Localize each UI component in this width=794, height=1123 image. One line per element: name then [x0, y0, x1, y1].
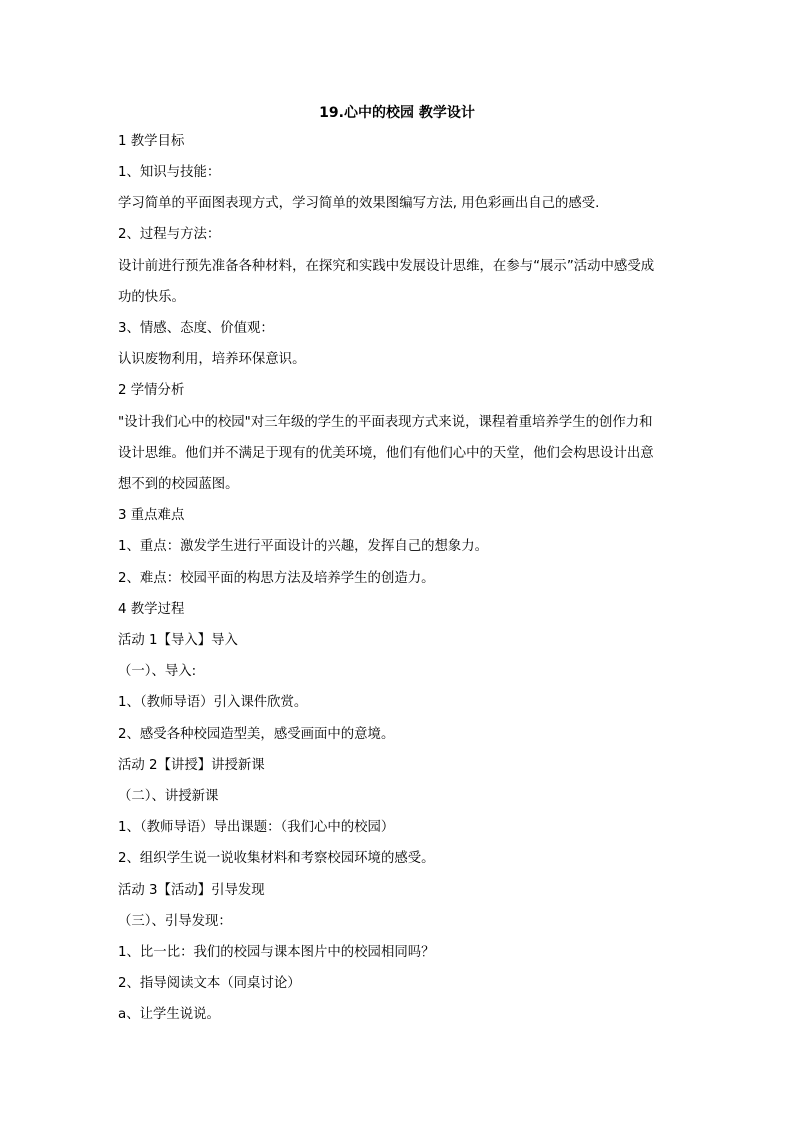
- activity-heading: 活动 1【导入】导入: [118, 633, 238, 648]
- paragraph-line: 2、感受各种校园造型美，感受画面中的意境。: [118, 727, 395, 742]
- paragraph-line: 2、指导阅读文本（同桌讨论）: [118, 976, 301, 991]
- activity-heading: 活动 2【讲授】讲授新课: [118, 758, 265, 773]
- activity-heading: 活动 3【活动】引导发现: [118, 883, 265, 898]
- paragraph-line: a、让学生说说。: [118, 1007, 220, 1022]
- paragraph-line: 2、组织学生说一说收集材料和考察校园环境的感受。: [118, 851, 435, 866]
- heading-teaching-objectives: 1 教学目标: [118, 134, 185, 149]
- paragraph-line: 学习简单的平面图表现方式，学习简单的效果图编写方法, 用色彩画出自己的感受.: [118, 196, 600, 211]
- section-heading: （二）、讲授新课: [118, 789, 219, 804]
- paragraph-line: 1、重点：激发学生进行平面设计的兴趣，发挥自己的想象力。: [118, 539, 489, 554]
- subheading-emotion-values: 3、情感、态度、价值观：: [118, 321, 274, 336]
- paragraph-line: 功的快乐。: [118, 290, 185, 305]
- paragraph-line: 认识废物利用，培养环保意识。: [118, 352, 306, 367]
- paragraph-line: 1、（教师导语）引入课件欣赏。: [118, 695, 308, 710]
- heading-teaching-process: 4 教学过程: [118, 602, 185, 617]
- paragraph-line: 设计前进行预先准备各种材料，在探究和实践中发展设计思维，在参与“展示”活动中感受成: [118, 259, 655, 274]
- paragraph-line: 设计思维。他们并不满足于现有的优美环境，他们有他们心中的天堂，他们会构思设计出意: [118, 446, 654, 461]
- paragraph-line: 1、（教师导语）导出课题：（我们心中的校园）: [118, 820, 395, 835]
- subheading-knowledge-skills: 1、知识与技能：: [118, 165, 221, 180]
- paragraph-line: 2、难点：校园平面的构思方法及培养学生的创造力。: [118, 571, 435, 586]
- paragraph-line: "设计我们心中的校园"对三年级的学生的平面表现方式来说，课程着重培养学生的创作力和: [118, 415, 653, 430]
- section-heading: （三）、引导发现：: [118, 914, 232, 929]
- heading-student-analysis: 2 学情分析: [118, 383, 185, 398]
- heading-key-points: 3 重点难点: [118, 508, 185, 523]
- subheading-process-method: 2、过程与方法：: [118, 227, 221, 242]
- paragraph-line: 想不到的校园蓝图。: [118, 477, 239, 492]
- paragraph-line: 1、比一比：我们的校园与课本图片中的校园相同吗？: [118, 945, 435, 960]
- document-title: 19.心中的校园 教学设计: [319, 105, 475, 121]
- section-heading: （一）、导入:: [118, 664, 197, 679]
